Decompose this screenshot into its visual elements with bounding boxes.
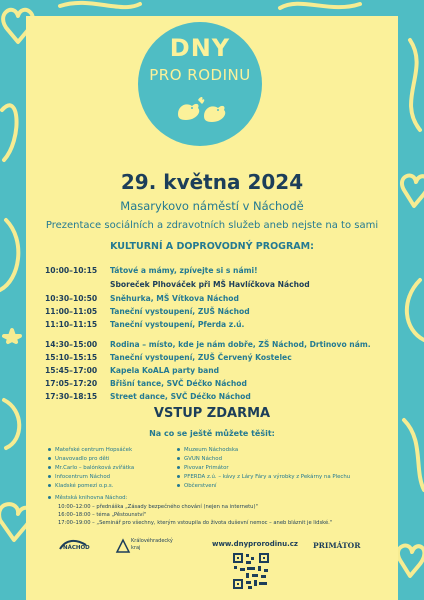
program-time: 15:10–15:15	[45, 353, 98, 362]
leaf-doodle-icon	[60, 3, 140, 7]
program-time: 11:00–11:05	[45, 307, 98, 316]
library-item: 10:00–12:00 – přednáška „Zásady bezpečného chování (nejen na internetu)"	[58, 504, 258, 510]
program-row	[45, 266, 405, 275]
event-place: Masarykovo náměstí v Náchodě	[120, 199, 304, 213]
program-desc: Rodina – místo, kde je nám dobře, ZŠ Náchod, Drtinovo nám.	[110, 340, 371, 349]
program-row	[45, 320, 405, 329]
logo-subtitle: PRO RODINU	[149, 66, 251, 84]
program-row	[45, 294, 405, 303]
program-desc: Břišní tance, SVČ Déčko Náchod	[110, 379, 247, 388]
program-heading: KULTURNÍ A DOPROVODNÝ PROGRAM:	[110, 241, 314, 252]
program-time: 14:30–15:00	[45, 340, 98, 349]
program-desc: Sněhurka, MŠ Vítkova Náchod	[110, 294, 239, 303]
list-item: Unavovadlo pro děti	[48, 456, 109, 462]
logo-title: DNY	[169, 34, 231, 62]
program-time: 17:05–17:20	[45, 379, 98, 388]
bullet-icon	[48, 466, 51, 469]
library-heading: Městská knihovna Náchod:	[48, 495, 127, 501]
region-logo-line1: Královéhradecký	[131, 538, 173, 544]
program-row	[45, 392, 405, 401]
bullet-icon	[177, 475, 180, 478]
event-subtitle: Prezentace sociálních a zdravotních služeb aneb nejste na to sami	[45, 220, 379, 231]
list-item: Kladské pomezí o.p.s.	[48, 483, 113, 489]
list-item: Muzeum Náchodska	[177, 447, 238, 453]
list-item: Pivovar Primátor	[177, 465, 229, 471]
event-date: 29. května 2024	[120, 170, 304, 194]
list-item: GVUN Náchod	[177, 456, 222, 462]
bullet-icon	[177, 466, 180, 469]
program-desc: Taneční vystoupení, Pferda z.ú.	[110, 320, 245, 329]
primator-logo: PRIMÁTOR	[313, 541, 361, 550]
list-item: Mateřské centrum Hopsáček	[48, 447, 132, 453]
program-desc: Kapela KoALA party band	[110, 366, 220, 375]
bullet-icon	[48, 457, 51, 460]
library-item: 17:00–19:00 – „Seminář pro všechny, kterým vstoupila do života duševní nemoc – aneb bláznit je lidské."	[58, 520, 333, 526]
program-row	[45, 379, 405, 388]
bullet-icon	[177, 457, 180, 460]
extras-heading: Na co se ještě můžete těšit:	[149, 429, 275, 438]
bullet-icon	[48, 475, 51, 478]
qr-code-icon[interactable]	[232, 552, 270, 590]
program-time: 11:10–11:15	[45, 320, 98, 329]
program-desc: Taneční vystoupení, ZUŠ Náchod	[110, 307, 250, 316]
star-doodle-icon	[4, 330, 20, 342]
event-logo	[138, 22, 262, 146]
region-logo-icon	[115, 538, 131, 554]
bullet-icon	[48, 484, 51, 487]
program-desc: Tátové a mámy, zpívejte si s námi!	[110, 266, 258, 275]
program-time: 10:30–10:50	[45, 294, 98, 303]
program-desc: Taneční vystoupení, ZUŠ Červený Kostelec	[110, 353, 292, 362]
program-row	[45, 307, 405, 316]
program-time: 17:30–18:15	[45, 392, 98, 401]
list-item: Mr.Carlo – balónková zvířátka	[48, 465, 134, 471]
free-entry-heading: VSTUP ZDARMA	[153, 406, 271, 421]
bullet-icon	[177, 484, 180, 487]
swirl-doodle-icon	[280, 4, 360, 8]
website-link[interactable]: www.dnyprorodinu.cz	[212, 540, 298, 548]
bullet-icon	[48, 448, 51, 451]
bullet-icon	[48, 496, 51, 499]
program-time: 15:45–17:00	[45, 366, 98, 375]
region-logo-line2: kraj	[131, 545, 141, 551]
heart-doodle-icon	[398, 546, 424, 576]
list-item: Infocentrum Náchod	[48, 474, 110, 480]
leaf-doodle-icon	[410, 40, 420, 130]
birds-icon	[174, 96, 228, 126]
program-row	[45, 340, 405, 349]
list-item: PFERDA z.ú. – kávy z Láry Fáry a výrobky z Pekárny na Plechu	[177, 474, 350, 480]
list-item: Občerstvení	[177, 483, 217, 489]
library-item: 16:00–18:00 – téma „Pěstounství"	[58, 512, 147, 518]
program-desc: Street dance, SVČ Déčko Náchod	[110, 392, 251, 401]
program-time: 10:00–10:15	[45, 266, 98, 275]
program-row	[45, 366, 405, 375]
swirl-doodle-icon	[407, 280, 424, 340]
bullet-icon	[177, 448, 180, 451]
program-desc-continuation: Sboreček Plhováček při MŠ Havlíčkova Náchod	[110, 280, 310, 289]
leaf-doodle-icon	[2, 105, 17, 160]
nachod-logo-text: NÁCHOD	[63, 545, 90, 551]
program-row	[45, 353, 405, 362]
